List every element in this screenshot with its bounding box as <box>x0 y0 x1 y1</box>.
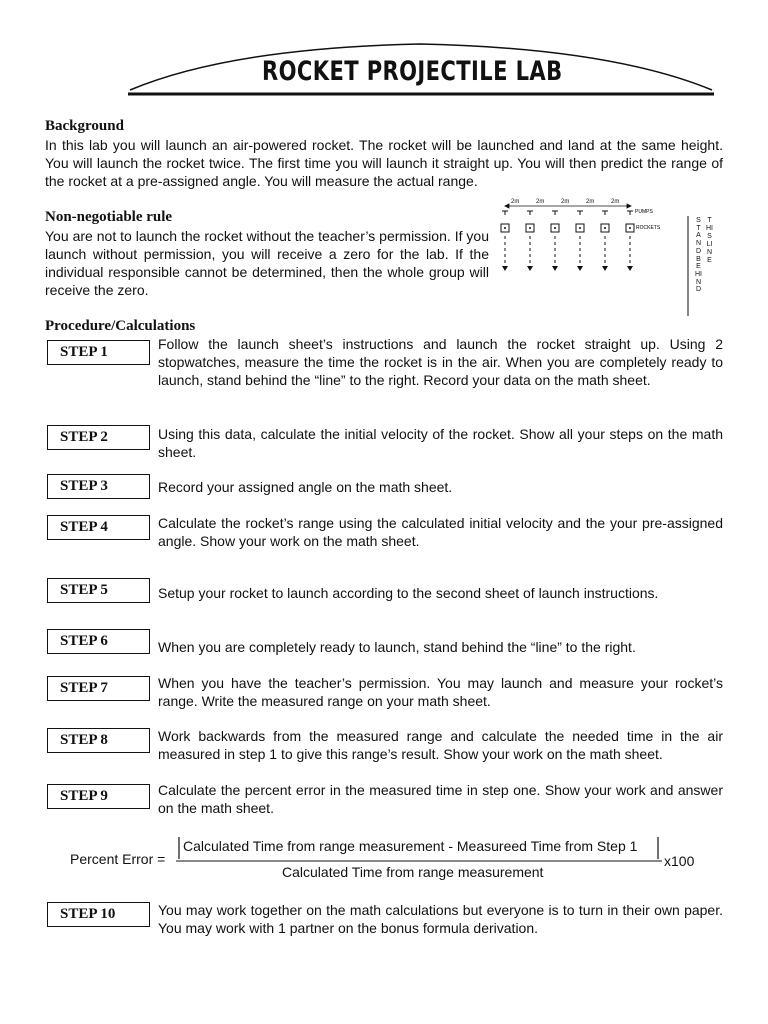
step-10-text: You may work together on the math calculations but everyone is to turn in their own paper. You may work with 1 partner on the bonus formula derivation. <box>158 902 723 936</box>
step-6-label: STEP 6 <box>47 629 150 654</box>
rule-text: You are not to launch the rocket without the teacher’s permission. If you launch without permission, you will receive a zero for the lab. If the individual responsible cannot be determined, then the whole group will receive the zero. <box>45 228 489 298</box>
formula-denominator: Calculated Time from range measurement <box>282 864 544 880</box>
spacing-label: 2m <box>536 199 545 205</box>
this-line-label: THIS LINE <box>706 217 713 264</box>
page-title: ROCKET PROJECTILE LAB <box>262 56 563 87</box>
step-5-text: Setup your rocket to launch according to the second sheet of launch instructions. <box>158 585 659 601</box>
background-text: In this lab you will launch an air-powered rocket. The rocket will be launched and land at the same height. You will launch the rocket twice. The first time you will launch it straight up. You will then predict the range of the rocket at a pre-assigned angle. You will measure the actual range. <box>45 137 723 189</box>
step-8-label: STEP 8 <box>47 728 150 753</box>
spacing-label: 2m <box>511 199 520 205</box>
step-5-label: STEP 5 <box>47 578 150 603</box>
step-9-text: Calculate the percent error in the measured time in step one. Show your work and answer on the math sheet. <box>158 782 723 816</box>
formula-multiplier: x100 <box>664 853 695 869</box>
spacing-labels <box>511 199 619 205</box>
step-6-text: When you are completely ready to launch, stand behind the “line” to the right. <box>158 639 636 655</box>
formula-lhs: Percent Error = <box>70 851 166 867</box>
pumps-label: PUMPS <box>635 209 653 215</box>
procedure-heading: Procedure/Calculations <box>45 318 196 334</box>
pump-markers <box>502 211 633 215</box>
rocket-markers <box>501 224 634 232</box>
step-1-label: STEP 1 <box>47 340 150 365</box>
step-1-text: Follow the launch sheet’s instructions and launch the rocket straight up. Using 2 stopwatches, measure the time the rocket is in the air. When you are completely ready to launch, stand behind the “line” to the right. Record your data on the math sheet. <box>158 336 723 388</box>
title-arc <box>0 0 768 110</box>
launch-direction-arrows <box>505 236 630 266</box>
spacing-label: 2m <box>611 199 620 205</box>
spacing-label: 2m <box>561 199 570 205</box>
step-4-text: Calculate the rocket’s range using the calculated initial velocity and the your pre-assigned angle. Show your work on the math sheet. <box>158 515 723 549</box>
rockets-label: ROCKETS <box>636 225 661 231</box>
step-3-text: Record your assigned angle on the math sheet. <box>158 479 453 495</box>
rule-heading: Non-negotiable rule <box>45 209 173 225</box>
step-7-label: STEP 7 <box>47 676 150 701</box>
step-8-text: Work backwards from the measured range and calculate the needed time in the air measured in step 1 to give this range’s result. Show your work on the math sheet. <box>158 728 723 762</box>
spacing-label: 2m <box>586 199 595 205</box>
step-9-label: STEP 9 <box>47 784 150 809</box>
formula-numerator: Calculated Time from range measurement - Measureed Time from Step 1 <box>183 838 638 854</box>
step-2-text: Using this data, calculate the initial velocity of the rocket. Show all your steps on the math sheet. <box>158 426 723 460</box>
step-10-label: STEP 10 <box>47 902 150 927</box>
step-4-label: STEP 4 <box>47 515 150 540</box>
background-heading: Background <box>45 118 124 134</box>
step-2-label: STEP 2 <box>47 425 150 450</box>
stand-behind-label: STAND BEHIND <box>695 217 702 294</box>
step-3-label: STEP 3 <box>47 474 150 499</box>
step-7-text: When you have the teacher’s permission. You may launch and measure your rocket’s range. Write the measured range on your math sheet. <box>158 675 723 709</box>
